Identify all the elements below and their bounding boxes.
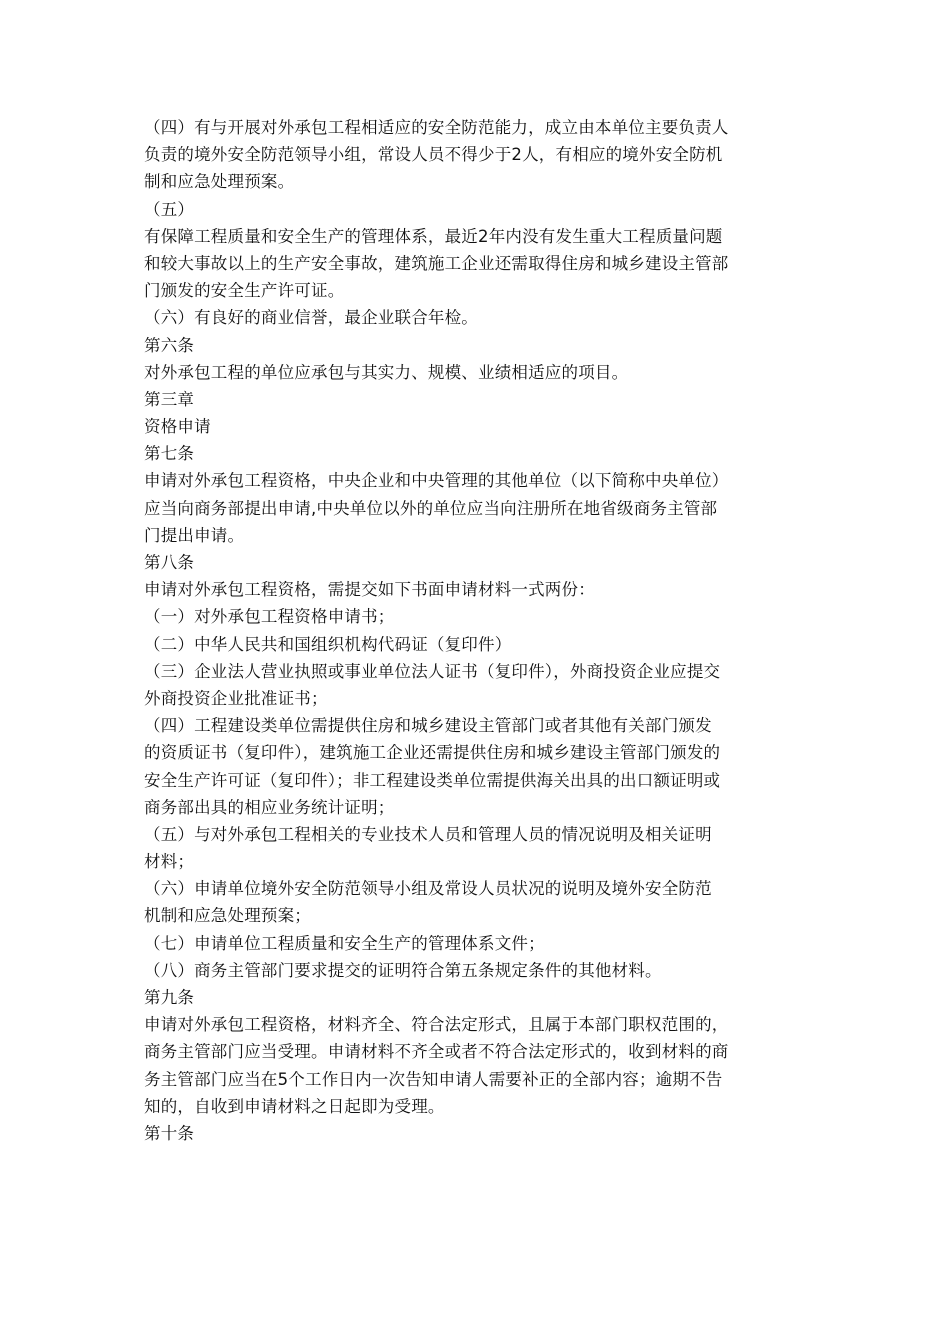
article-heading: 第七条 bbox=[144, 444, 195, 464]
text-line: 有保障工程质量和安全生产的管理体系，最近2年内没有发生重大工程质量问题 bbox=[144, 226, 723, 246]
text-line: 材料； bbox=[144, 852, 195, 872]
text-line: （六）有良好的商业信誉，最企业联合年检。 bbox=[144, 308, 478, 328]
text-line: 的资质证书（复印件），建筑施工企业还需提供住房和城乡建设主管部门颁发的 bbox=[144, 743, 721, 763]
article-heading: 第九条 bbox=[144, 988, 195, 1007]
text-line: （四）有与开展对外承包工程相适应的安全防范能力，成立由本单位主要负责人 bbox=[144, 118, 729, 137]
text-line: 机制和应急处理预案； bbox=[144, 906, 311, 926]
document-page bbox=[144, 114, 810, 1147]
text-line: 对外承包工程的单位应承包与其实力、规模、业绩相适应的项目。 bbox=[144, 362, 629, 382]
text-line: 申请对外承包工程资格，材料齐全、符合法定形式，且属于本部门职权范围的， bbox=[144, 1015, 729, 1035]
text-line: 商务主管部门应当受理。申请材料不齐全或者不符合法定形式的，收到材料的商 bbox=[144, 1042, 729, 1062]
text-line: 制和应急处理预案。 bbox=[144, 172, 295, 192]
text-line: （六）申请单位境外安全防范领导小组及常设人员状况的说明及境外安全防范 bbox=[144, 879, 712, 899]
text-line: （五） bbox=[144, 199, 195, 219]
text-line: 门提出申请。 bbox=[144, 525, 245, 545]
article-heading: 第八条 bbox=[144, 553, 195, 572]
text-line: （一）对外承包工程资格申请书； bbox=[144, 607, 395, 627]
chapter-heading: 第三章 bbox=[144, 389, 195, 409]
text-line: 外商投资企业批准证书； bbox=[144, 688, 328, 708]
text-line: （八）商务主管部门要求提交的证明符合第五条规定条件的其他材料。 bbox=[144, 960, 662, 980]
text-line: 商务部出具的相应业务统计证明； bbox=[144, 797, 395, 817]
text-line: 门颁发的安全生产许可证。 bbox=[144, 281, 345, 301]
text-line: 负责的境外安全防范领导小组，常设人员不得少于2人，有相应的境外安全防机 bbox=[144, 145, 723, 165]
text-line: 和较大事故以上的生产安全事故，建筑施工企业还需取得住房和城乡建设主管部 bbox=[144, 253, 729, 273]
text-line: 应当向商务部提出申请,中央单位以外的单位应当向注册所在地省级商务主管部 bbox=[144, 498, 718, 518]
text-line: （三）企业法人营业执照或事业单位法人证书（复印件），外商投资企业应提交 bbox=[144, 661, 721, 681]
text-line: 务主管部门应当在5个工作日内一次告知申请人需要补正的全部内容；逾期不告 bbox=[144, 1069, 723, 1089]
text-line: 知的，自收到申请材料之日起即为受理。 bbox=[144, 1096, 445, 1116]
article-heading: 第六条 bbox=[144, 335, 195, 355]
text-line: （五）与对外承包工程相关的专业技术人员和管理人员的情况说明及相关证明 bbox=[144, 824, 712, 844]
text-line: （七）申请单位工程质量和安全生产的管理体系文件； bbox=[144, 933, 545, 953]
article-heading: 第十条 bbox=[144, 1123, 195, 1143]
chapter-title: 资格申请 bbox=[144, 417, 211, 437]
text-line: 申请对外承包工程资格，需提交如下书面申请材料一式两份： bbox=[144, 580, 595, 600]
text-line: （二）中华人民共和国组织机构代码证（复印件） bbox=[144, 634, 512, 654]
text-line: （四）工程建设类单位需提供住房和城乡建设主管部门或者其他有关部门颁发 bbox=[144, 716, 712, 736]
text-line: 安全生产许可证（复印件）；非工程建设类单位需提供海关出具的出口额证明或 bbox=[144, 770, 721, 790]
text-line: 申请对外承包工程资格，中央企业和中央管理的其他单位（以下简称中央单位） bbox=[144, 471, 729, 491]
